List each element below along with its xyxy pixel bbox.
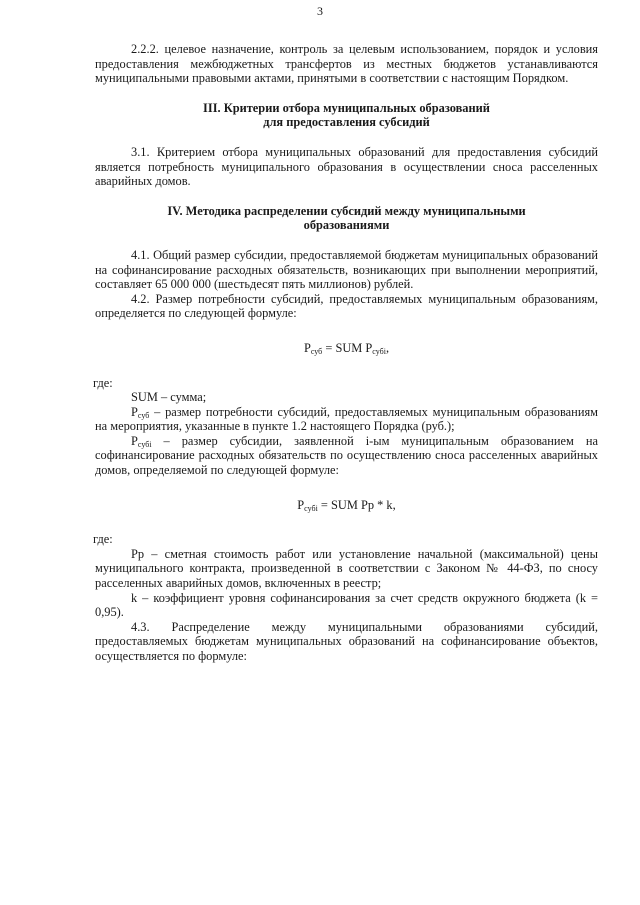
paragraph-4-1: 4.1. Общий размер субсидии, предоставляемой бюджетам муниципальных образований на софинансирование расходных обязательств, возникающих при выполнении мероприятий, составляет 65 000 000 (шестьдесят пять миллионов) рублей.: [95, 247, 598, 292]
definition-k: k – коэффициент уровня софинансирования за счет средств окружного бюджета (k = 0,95).: [95, 590, 598, 620]
paragraph-4-2: 4.2. Размер потребности субсидий, предоставляемых муниципальным образованиям, определяется по следующей формуле:: [95, 291, 598, 321]
formula-psub-lhs: Р: [303, 340, 311, 355]
definition-psub-text: – размер потребности субсидий, предоставляемых муниципальным образованиям на мероприятия, указанные в пункте 1.2 настоящего Порядка (руб.);: [95, 404, 598, 434]
section-3-title: [95, 101, 598, 130]
definition-psub-subscript: суб: [137, 410, 150, 420]
definition-psub-symbol: Р: [131, 404, 138, 419]
formula-psubi: [95, 498, 598, 513]
definition-psub: [95, 405, 598, 434]
formula-psub-lhs-sub: суб: [310, 346, 323, 356]
definition-psubi-text: – размер субсидии, заявленной i-ым муниципальным образованием на софинансирование расходных обязательств по осуществлению сноса расселенных аварийных домов, определяемой по следующей формуле:: [95, 433, 598, 478]
paragraph-3-1: 3.1. Критерием отбора муниципальных образований для предоставления субсидий является потребность муниципального образования в осуществлении сноса расселенных аварийных домов.: [95, 144, 598, 189]
formula-psub-rhs-sub: субi: [372, 346, 386, 356]
formula-psub-eq: = SUM Р: [322, 340, 373, 355]
definition-pp: Рр – сметная стоимость работ или установление начальной (максимальной) цены муниципального контракта, произведенной в соответствии с Законом № 44-ФЗ, по сносу расселенных аварийных домов, включенных в реестр;: [95, 546, 598, 591]
definition-psubi-subscript: субi: [137, 439, 152, 449]
definition-psubi-symbol: Р: [131, 433, 138, 448]
page-number: 3: [317, 4, 323, 18]
section-3-title-line2: для предоставления субсидий: [263, 115, 430, 130]
section-4-title-line1: IV. Методика распределении субсидий между муниципальными: [167, 203, 526, 218]
formula-psub-tail: ,: [385, 340, 390, 355]
formula-psubi-lhs: Р: [297, 497, 305, 512]
definition-psubi: [95, 434, 598, 478]
section-3-title-line1: III. Критерии отбора муниципальных образований: [203, 100, 490, 115]
section-4-title-line2: образованиями: [303, 218, 390, 233]
where-label-2: где:: [93, 532, 113, 547]
section-4-title: [95, 204, 598, 233]
where-label-1: где:: [93, 375, 113, 390]
formula-psubi-rhs: = SUM Рр * k,: [317, 497, 396, 512]
definition-sum: SUM – сумма;: [131, 390, 207, 405]
paragraph-2-2-2: 2.2.2. целевое назначение, контроль за целевым использованием, порядок и условия предоставления межбюджетных трансфертов из местных бюджетов устанавливаются муниципальными правовыми актами, принятыми в соответствии с настоящим Порядком.: [95, 42, 598, 86]
formula-psubi-lhs-sub: субi: [304, 503, 318, 513]
formula-psub: [95, 341, 598, 356]
paragraph-4-3: 4.3. Распределение между муниципальными образованиями субсидий, предоставляемых бюджетам муниципальных образований на софинансирование объектов, осуществляется по формуле:: [95, 619, 598, 663]
document-body: [95, 42, 598, 664]
